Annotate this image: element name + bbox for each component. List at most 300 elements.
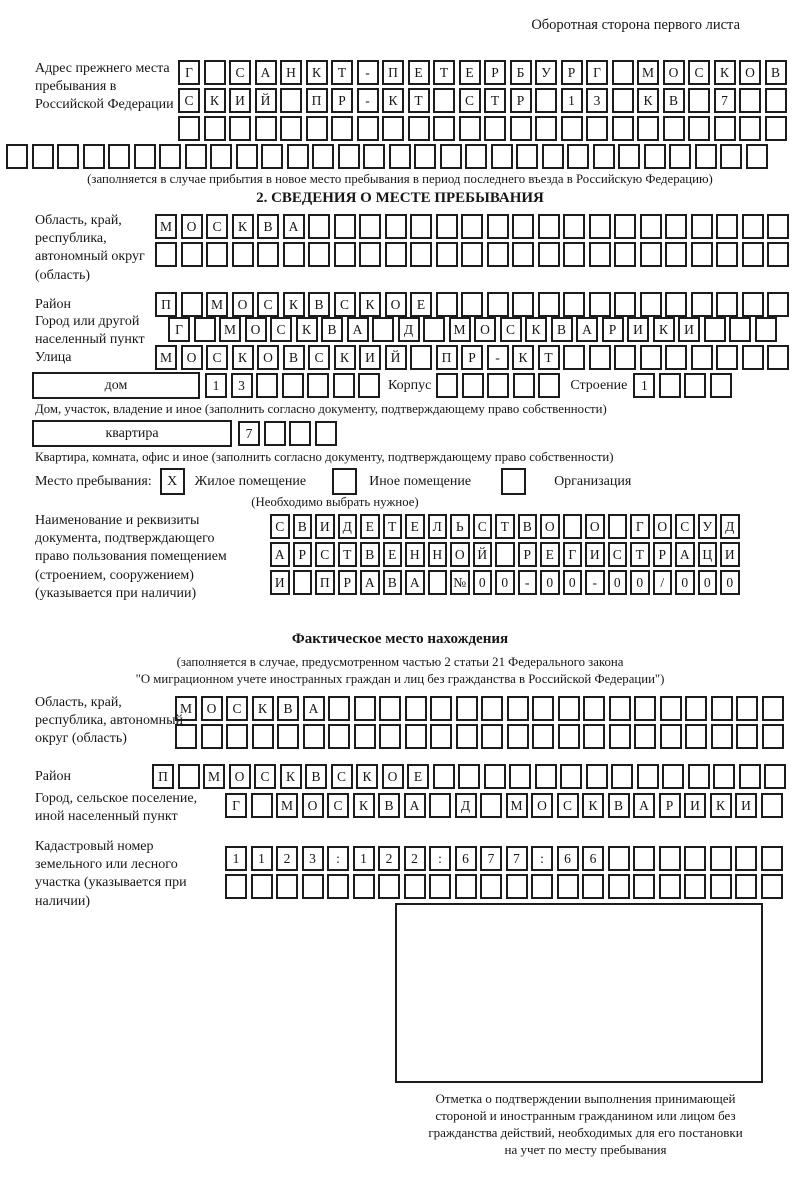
char-cell [535,116,557,141]
char-cell [359,214,381,239]
char-cell: 0 [563,570,583,595]
option-other-premises-label: Иное помещение [369,473,472,489]
char-cell: У [698,514,718,539]
char-cell: 3 [586,88,608,113]
char-cell [385,214,407,239]
char-cell: О [232,292,254,317]
char-cell [531,874,553,899]
char-cell [688,764,710,789]
char-cell [640,242,662,267]
char-cell [251,793,273,818]
document-row-3 [270,570,740,595]
char-cell [410,214,432,239]
house-row [32,372,732,399]
char-cell [583,696,605,721]
char-cell [327,874,349,899]
stamp-caption-line-4: на учет по месту пребывания [504,1142,667,1158]
char-cell [264,421,286,446]
district-label: Район [35,297,71,312]
char-cell: С [178,88,200,113]
char-cell [507,696,529,721]
char-cell [379,724,401,749]
char-cell [510,116,532,141]
char-cell [194,317,216,342]
stroenie-cells [633,373,732,398]
char-cell: У [535,60,557,85]
char-cell: К [232,345,254,370]
char-cell [614,345,636,370]
char-cell: К [334,345,356,370]
char-cell [746,144,768,169]
char-cell [593,144,615,169]
char-cell [660,696,682,721]
prev-address-row-1 [178,60,787,85]
district-row [155,292,789,317]
char-cell: Т [484,88,506,113]
char-cell: 6 [582,846,604,871]
char-cell [455,874,477,899]
char-cell: 1 [205,373,227,398]
char-cell [685,696,707,721]
char-cell: М [276,793,298,818]
char-cell [379,696,401,721]
char-cell [640,292,662,317]
char-cell [612,60,634,85]
char-cell [512,292,534,317]
char-cell [614,292,636,317]
char-cell: Т [538,345,560,370]
checkbox-other-premises [332,468,357,495]
char-cell: Б [510,60,532,85]
char-cell [762,724,784,749]
char-cell: Д [455,793,477,818]
char-cell: К [714,60,736,85]
char-cell [178,764,200,789]
char-cell [640,345,662,370]
char-cell: 0 [540,570,560,595]
char-cell [665,345,687,370]
char-cell: О [450,542,470,567]
char-cell [357,116,379,141]
char-cell: К [359,292,381,317]
char-cell [363,144,385,169]
char-cell: М [637,60,659,85]
char-cell: С [270,317,292,342]
char-cell: Т [408,88,430,113]
char-cell: 6 [455,846,477,871]
char-cell: Т [630,542,650,567]
char-cell [57,144,79,169]
char-cell: М [449,317,471,342]
prev-address-row-2 [178,88,787,113]
char-cell: Н [405,542,425,567]
char-cell: С [688,60,710,85]
char-cell [307,373,329,398]
char-cell [711,696,733,721]
char-cell: А [283,214,305,239]
char-cell [232,242,254,267]
char-cell: Ь [450,514,470,539]
char-cell [315,421,337,446]
char-cell: С [608,542,628,567]
char-cell: Р [510,88,532,113]
char-cell [481,696,503,721]
char-cell: С [229,60,251,85]
char-cell [742,292,764,317]
actual-location-subtitle-1: (заполняется в случае, предусмотренном частью 2 статьи 21 Федерального закона [176,655,624,669]
char-cell [328,724,350,749]
char-cell [358,373,380,398]
char-cell: - [585,570,605,595]
korpus-label: Корпус [388,377,432,393]
char-cell [586,116,608,141]
char-cell [589,214,611,239]
apartment-row [32,420,337,447]
char-cell: 0 [608,570,628,595]
char-cell [108,144,130,169]
char-cell [256,373,278,398]
char-cell: 2 [276,846,298,871]
char-cell: И [720,542,740,567]
char-cell: 1 [561,88,583,113]
char-cell [480,793,502,818]
char-cell [557,874,579,899]
char-cell [436,242,458,267]
actual-location-subtitle-2: "О миграционном учете иностранных граждан и лиц без гражданства в Российской Федерации") [135,672,665,686]
char-cell: О [385,292,407,317]
char-cell: К [232,214,254,239]
char-cell [736,696,758,721]
stay-type-note: (Необходимо выбрать нужное) [251,495,419,509]
option-organization-label: Организация [554,473,632,489]
char-cell [558,724,580,749]
char-cell [538,373,560,398]
char-cell: 6 [557,846,579,871]
char-cell [32,144,54,169]
char-cell: / [653,570,673,595]
char-cell [410,242,432,267]
char-cell [711,724,733,749]
char-cell [684,846,706,871]
char-cell: А [633,793,655,818]
char-cell: Н [428,542,448,567]
char-cell: В [308,292,330,317]
char-cell [735,874,757,899]
char-cell [491,144,513,169]
char-cell [312,144,334,169]
char-cell: Р [293,542,313,567]
char-cell: О [739,60,761,85]
char-cell [461,292,483,317]
char-cell [487,373,509,398]
char-cell [181,242,203,267]
char-cell: В [383,570,403,595]
char-cell: К [637,88,659,113]
char-cell: Р [561,60,583,85]
char-cell [495,542,515,567]
char-cell: С [331,764,353,789]
char-cell [287,144,309,169]
char-cell [423,317,445,342]
char-cell [755,317,777,342]
char-cell: И [627,317,649,342]
char-cell: Р [461,345,483,370]
char-cell [436,214,458,239]
char-cell: В [257,214,279,239]
char-cell: Р [331,88,353,113]
char-cell [229,116,251,141]
char-cell [428,570,448,595]
char-cell: К [280,764,302,789]
char-cell [618,144,640,169]
char-cell [633,874,655,899]
apartment-box-label: квартира [32,420,232,447]
document-row-1 [270,514,740,539]
char-cell [516,144,538,169]
char-cell: - [518,570,538,595]
char-cell [691,345,713,370]
char-cell [739,764,761,789]
char-cell [484,764,506,789]
char-cell [289,421,311,446]
region-label: Область, край, республика, автономный округ (область) [35,213,145,283]
char-cell: Й [473,542,493,567]
char-cell [405,724,427,749]
char-cell [716,292,738,317]
char-cell [277,724,299,749]
char-cell [713,764,735,789]
char-cell [695,144,717,169]
char-cell: С [257,292,279,317]
char-cell: С [206,214,228,239]
char-cell: О [181,345,203,370]
char-cell [563,292,585,317]
char-cell [542,144,564,169]
char-cell: Т [338,542,358,567]
char-cell [255,116,277,141]
char-cell [430,696,452,721]
prev-address-label: Адрес прежнего места пребывания в Российской Федерации [35,61,174,113]
char-cell: И [735,793,757,818]
char-cell [589,292,611,317]
char-cell: Й [385,345,407,370]
region-row-2 [155,242,789,267]
char-cell [583,724,605,749]
char-cell [659,874,681,899]
char-cell [691,214,713,239]
char-cell: - [357,88,379,113]
char-cell [458,764,480,789]
char-cell: Г [630,514,650,539]
char-cell: : [531,846,553,871]
char-cell [359,242,381,267]
char-cell: 0 [630,570,650,595]
char-cell: К [356,764,378,789]
char-cell: К [525,317,547,342]
char-cell: Е [408,60,430,85]
char-cell: С [308,345,330,370]
char-cell [185,144,207,169]
char-cell [535,764,557,789]
char-cell: 7 [506,846,528,871]
section2-title: 2. СВЕДЕНИЯ О МЕСТЕ ПРЕБЫВАНИЯ [256,190,544,206]
char-cell [739,88,761,113]
char-cell: В [293,514,313,539]
char-cell [532,696,554,721]
char-cell: Т [331,60,353,85]
char-cell [637,764,659,789]
char-cell [767,214,789,239]
char-cell [589,345,611,370]
char-cell [225,874,247,899]
char-cell [433,88,455,113]
char-cell: И [684,793,706,818]
char-cell: П [315,570,335,595]
actual-district-label: Район [35,769,71,784]
char-cell: В [283,345,305,370]
char-cell [507,724,529,749]
char-cell: 0 [675,570,695,595]
char-cell: С [254,764,276,789]
char-cell [716,242,738,267]
char-cell: В [277,696,299,721]
char-cell [280,88,302,113]
char-cell: В [518,514,538,539]
char-cell [261,144,283,169]
char-cell [637,116,659,141]
char-cell [282,373,304,398]
stamp-caption-line-3: гражданства действий, необходимых для его постановки [428,1125,743,1141]
char-cell: М [206,292,228,317]
char-cell [669,144,691,169]
actual-location-title: Фактическое место нахождения [291,631,509,647]
char-cell [532,724,554,749]
char-cell [742,242,764,267]
char-cell: : [429,846,451,871]
char-cell: 3 [302,846,324,871]
char-cell: 0 [698,570,718,595]
char-cell: В [378,793,400,818]
char-cell: О [245,317,267,342]
char-cell [567,144,589,169]
char-cell [662,764,684,789]
char-cell: В [360,542,380,567]
char-cell: А [347,317,369,342]
char-cell [509,764,531,789]
char-cell [353,874,375,899]
city-label: Город или другой населенный пункт [35,314,145,348]
char-cell: К [283,292,305,317]
char-cell: Т [495,514,515,539]
char-cell [201,724,223,749]
char-cell: В [663,88,685,113]
char-cell [257,242,279,267]
char-cell: М [506,793,528,818]
char-cell [461,242,483,267]
actual-district-row [152,764,786,789]
char-cell [742,214,764,239]
char-cell [729,317,751,342]
char-cell: 2 [404,846,426,871]
char-cell: В [551,317,573,342]
char-cell [210,144,232,169]
char-cell [204,60,226,85]
char-cell [563,514,583,539]
char-cell: В [765,60,787,85]
char-cell [764,764,786,789]
char-cell [589,242,611,267]
char-cell [665,242,687,267]
char-cell: К [710,793,732,818]
char-cell: С [327,793,349,818]
char-cell [762,696,784,721]
char-cell [563,345,585,370]
char-cell: 7 [714,88,736,113]
char-cell: Л [428,514,448,539]
char-cell: А [576,317,598,342]
stamp-caption-line-2: стороной и иностранным гражданином или лицом без [435,1108,736,1124]
char-cell [640,214,662,239]
char-cell [155,242,177,267]
char-cell: В [608,793,630,818]
stamp-caption-line-1: Отметка о подтверждении выполнения принимающей [435,1091,736,1106]
char-cell: И [229,88,251,113]
document-label: Наименование и реквизиты документа, подтверждающего право пользования помещением (строением, сооружением) (указывается при наличии) [35,513,227,601]
char-cell: Р [659,793,681,818]
char-cell [430,724,452,749]
char-cell [456,724,478,749]
char-cell: Р [602,317,624,342]
region-row-1 [155,214,789,239]
char-cell: О [585,514,605,539]
char-cell: О [663,60,685,85]
char-cell [175,724,197,749]
street-row [155,345,789,370]
char-cell [688,116,710,141]
char-cell [761,793,783,818]
char-cell [280,116,302,141]
option-residential-label: Жилое помещение [194,473,307,489]
char-cell: К [252,696,274,721]
char-cell: А [255,60,277,85]
char-cell [633,846,655,871]
char-cell: Д [398,317,420,342]
char-cell: 7 [238,421,260,446]
char-cell [206,242,228,267]
char-cell [739,116,761,141]
char-cell [487,242,509,267]
char-cell [308,214,330,239]
confirmation-stamp-box [395,903,763,1083]
char-cell [334,242,356,267]
char-cell: К [582,793,604,818]
char-cell [612,116,634,141]
char-cell: А [405,570,425,595]
char-cell [512,242,534,267]
char-cell [634,696,656,721]
char-cell: И [585,542,605,567]
char-cell [513,373,535,398]
char-cell: Т [433,60,455,85]
char-cell [306,116,328,141]
char-cell [659,846,681,871]
char-cell: Р [484,60,506,85]
apartment-number-cells [238,421,337,446]
char-cell [252,724,274,749]
char-cell [614,242,636,267]
char-cell: О [302,793,324,818]
char-cell [283,242,305,267]
